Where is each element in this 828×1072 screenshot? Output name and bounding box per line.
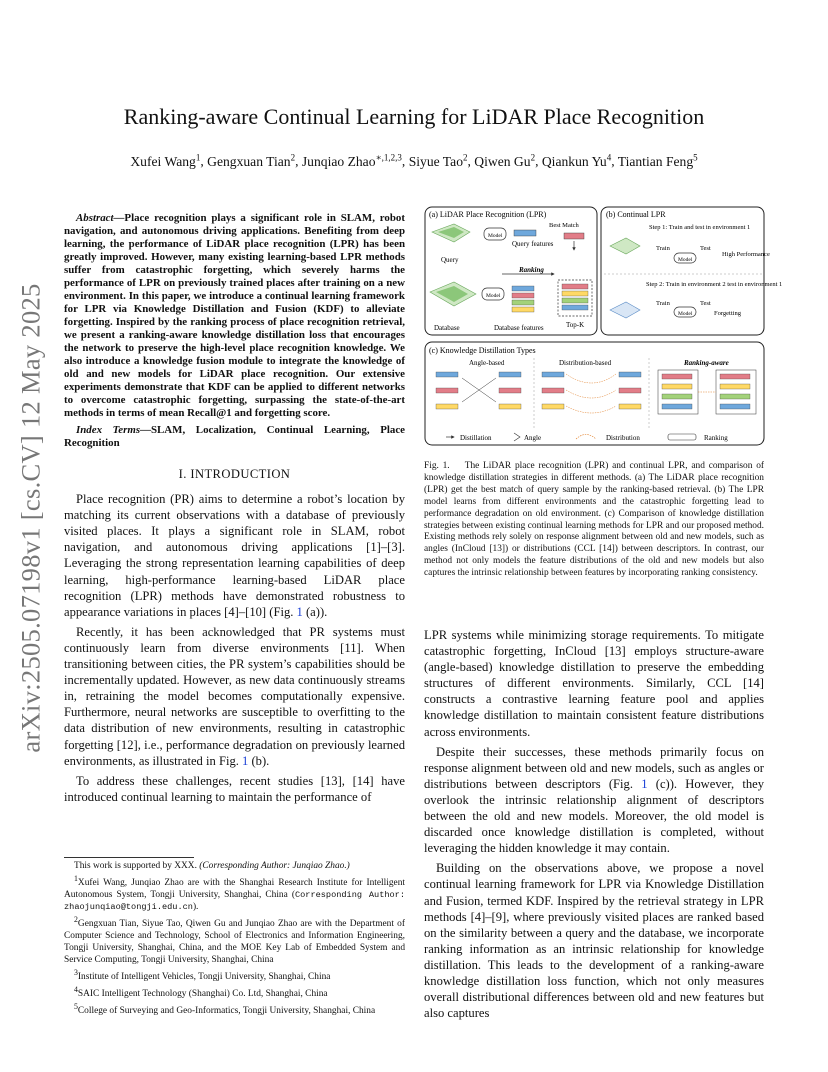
angle-based-feature-bars [436, 372, 521, 409]
footnote-5: $^5$College of Surveying and Geo-Informatics, Tongji University, Shanghai, China [74, 1001, 376, 1016]
ranking-aware-label: Ranking-aware [684, 359, 729, 367]
author-affiliation: 4 [606, 152, 612, 162]
forgetting-label: Forgetting [714, 310, 741, 317]
distribution-based-label: Distribution-based [559, 359, 612, 367]
database-features-label: Database features [494, 324, 544, 332]
query-feature-bar [514, 230, 536, 236]
author-list: Xufei Wang$^1$, Gengxuan Tian$^2$, Junqiao Zhao$^{∗,1,2,3}$, Siyue Tao$^2$, Qiwen Gu$^2$, Qiankun Yu$^4$, Tiantian Feng$^5$ [130, 152, 698, 169]
panel-b-title: (b) Continual LPR [606, 210, 666, 219]
angle-based-label: Angle-based [469, 359, 505, 367]
panel-c-title: (c) Knowledge Distillation Types [429, 346, 536, 355]
author-affiliation: ∗,1,2,3 [375, 152, 402, 162]
right-paragraph-2: Despite their successes, these methods primarily focus on response alignment between old and new models, such as angles or distributions between descriptors (Fig. 1 (c)). However, they overlook the intrinsic relationship alignment of descriptors between the old and new models. Moreover, the old model is discarded once knowledge distillation is completed, without leveraging the hidden knowledge it may contain. [424, 744, 765, 856]
legend-ranking: Ranking [704, 434, 728, 442]
ranking-aware-feature-bars [658, 370, 756, 414]
topk-label: Top-K [566, 321, 585, 329]
left-column [64, 212, 405, 809]
author-affiliation: 2 [530, 152, 536, 162]
train-label-2: Train [656, 300, 670, 307]
footnote-4: $^4$SAIC Intelligent Technology (Shanghai) Co. Ltd, Shanghai, China [74, 984, 328, 999]
high-performance-label: High Performance [722, 251, 770, 258]
author: Qiwen Gu$^2$ [474, 152, 536, 169]
footnote-support: This work is supported by XXX. (Corresponding Author: Junqiao Zhao.) [74, 861, 350, 871]
author: Gengxuan Tian$^2$ [207, 152, 296, 169]
panel-c-frame [425, 342, 764, 445]
abstract: Abstract—Place recognition plays a significant role in SLAM, robot navigation, and autonomous driving applications. Benefiting from deep learning, the performance of LiDAR place recognition (LPR) has been greatly improved. However, many existing learning-based LPR methods suffer from catastrophic forgetting, which severely harms the performance of LPR on previously trained places after training on a new environment. In this paper, we introduce a continual learning framework for LPR via Knowledge Distillation and Fusion (KDF) to alleviate forgetting. Inspired by the ranking process of place recognition retrieval, we present a ranking-aware knowledge distillation loss that encourages the network to preserve the high-level place recognition knowledge. We also introduce a knowledge fusion module to integrate the knowledge of old and new models for LiDAR place recognition. Our extensive experiments demonstrate that KDF can be applied to different networks to overcome catastrophic forgetting, surpassing the state-of-the-art methods in terms of mean Recall@1 and forgetting score. [64, 212, 405, 419]
database-pointcloud-image [430, 282, 476, 306]
figure-caption: Fig. 1. The LiDAR place recognition (LPR) and continual LPR, and comparison of knowledge distillation strategies in different methods. (a) The LiDAR place recognition (LPR) get the best match of query sample by the ranking-based retrieval. (b) The LPR model learns from different environments and the catastrophic forgetting lead to performance degradation on old environment. (c) Comparison of knowledge distillation strategies between existing continual learning methods for LPR and our proposed method. Existing methods rely solely on response alignment between old and new models, such as angles (InCloud [13]) or distributions (CCL [14]) between descriptors. In contrast, our method not only models the feature distributions of the old and new models but also captures the intrinsic relationship between features by incorporating ranking consistency. [424, 461, 765, 579]
fig-ref-link[interactable]: 1 [641, 776, 648, 791]
right-paragraph-3: Building on the observations above, we propose a novel continual learning framework for LPR via Knowledge Distillation and Fusion, termed KDF. Inspired by the retrieval strategy in LPR methods [4]–[9], where previously visited places are ranked based on the similarity between a query and the database, we incorporate ranking information as an intrinsic relationship for knowledge distillation. This leads to the development of a ranking-aware knowledge distillation loss function, which not only measures overall distributional differences between old and new features but also captures [424, 861, 764, 1021]
train-label-1: Train [656, 245, 670, 252]
arxiv-stamp: arXiv:2505.07198v1 [cs.CV] 12 May 2025 [15, 283, 46, 753]
legend-distribution: Distribution [606, 434, 640, 442]
legend-distillation: Distillation [460, 434, 492, 442]
author: Xufei Wang$^1$ [130, 152, 201, 169]
legend-angle: Angle [524, 434, 542, 442]
model-label-b1: Model [678, 257, 693, 263]
topk-bars [562, 284, 588, 310]
step2-label: Step 2: Train in environment 2 test in environment 1 [646, 281, 783, 288]
author-affiliation: 5 [693, 152, 698, 162]
author-affiliation: 2 [290, 152, 296, 162]
intro-paragraph-2: Recently, it has been acknowledged that PR systems must continuously learn from diverse environments [11]. When transitioning between cities, the PR system’s capabilities should be incrementally updated. However, as new data continuously streams in, retraining the model becomes computationally expensive. Furthermore, neural networks are susceptible to overfitting to the data distribution of new environments, resulting in catastrophic forgetting [12], i.e., performance degradation on previously learned environments, as illustrated in Fig. 1 (b). [64, 624, 405, 768]
query-features-label: Query features [512, 240, 554, 248]
figure-1 [424, 206, 783, 446]
author: Junqiao Zhao$^{∗,1,2,3}$ [301, 152, 402, 169]
model-label-bottom: Model [486, 293, 501, 299]
footnote-2: $^2$Gengxuan Tian, Siyue Tao, Qiwen Gu and Junqiao Zhao are with the Department of Computer Science and Technology, School of Electronics and Information Engineering, Tongji University, Shanghai, China, and the MOE Key Lab of Embedded System and Service Computing, Tongji University, Shanghai, China [64, 914, 405, 965]
env1-image [610, 238, 640, 254]
env2-image [610, 302, 640, 318]
database-feature-bars [512, 286, 534, 312]
author-affiliation: 1 [195, 152, 201, 162]
right-paragraph-1: LPR systems while minimizing storage requirements. To mitigate catastrophic forgetting, InCloud [13] employs structure-aware (angle-based) knowledge distillation to preserve the embedding structures of different environments. Similarly, CCL [14] constructs a contrastive learning feature pool and applies knowledge distillation to maintain consistent feature distributions across environments. [424, 628, 764, 739]
author: Qiankun Yu$^4$ [541, 152, 612, 169]
right-column [424, 627, 764, 1025]
fig-ref-link[interactable]: 1 [242, 753, 249, 768]
section-heading: I. INTRODUCTION [178, 467, 291, 481]
query-label: Query [441, 256, 459, 264]
fig-ref-link[interactable]: 1 [296, 604, 303, 619]
author: Tiantian Feng$^5$ [617, 152, 698, 169]
index-terms: Index Terms—SLAM, Localization, Continual Learning, Place Recognition [64, 424, 405, 449]
test-label-1: Test [700, 245, 711, 252]
database-label: Database [434, 324, 460, 332]
intro-paragraph-1: Place recognition (PR) aims to determine a robot’s location by matching its current observations with a database of previously visited places. It plays a significant role in SLAM, robot navigation, and autonomous driving applications [1]–[3]. Leveraging the strong representation learning capabilities of deep learning, high-performance learning-based LiDAR place recognition (LPR) methods have demonstrated robustness to appearance variations in places [4]–[10] (Fig. 1 (a)). [64, 492, 405, 619]
figure-legend [446, 433, 728, 442]
paper-title: Ranking-aware Continual Learning for LiDAR Place Recognition [123, 104, 705, 129]
footnote-1: $^1$Xufei Wang, Junqiao Zhao are with the Shanghai Research Institute for Intelligent Autonomous System, Tongji University, Shanghai, China (Corresponding Author: zhaojunqiao@tongji.edu.cn). [64, 873, 405, 912]
intro-paragraph-3: To address these challenges, recent studies [13], [14] have introduced continual learning to maintain the performance of [64, 773, 405, 804]
best-match-label: Best Match [549, 222, 579, 229]
footnotes [64, 857, 405, 1018]
step1-label: Step 1: Train and test in environment 1 [649, 224, 751, 231]
model-label-b2: Model [678, 311, 693, 317]
footnote-3: $^3$Institute of Intelligent Vehicles, Tongji University, Shanghai, China [74, 967, 331, 982]
ranking-label: Ranking [519, 266, 544, 274]
author: Siyue Tao$^2$ [408, 152, 468, 169]
query-pointcloud-image [432, 224, 470, 242]
author-affiliation: 2 [463, 152, 468, 162]
distribution-based-feature-bars [542, 372, 641, 413]
test-label-2: Test [700, 300, 711, 307]
model-label-top: Model [488, 233, 503, 239]
panel-a-title: (a) LiDAR Place Recognition (LPR) [429, 210, 547, 219]
best-match-bar [564, 233, 584, 239]
